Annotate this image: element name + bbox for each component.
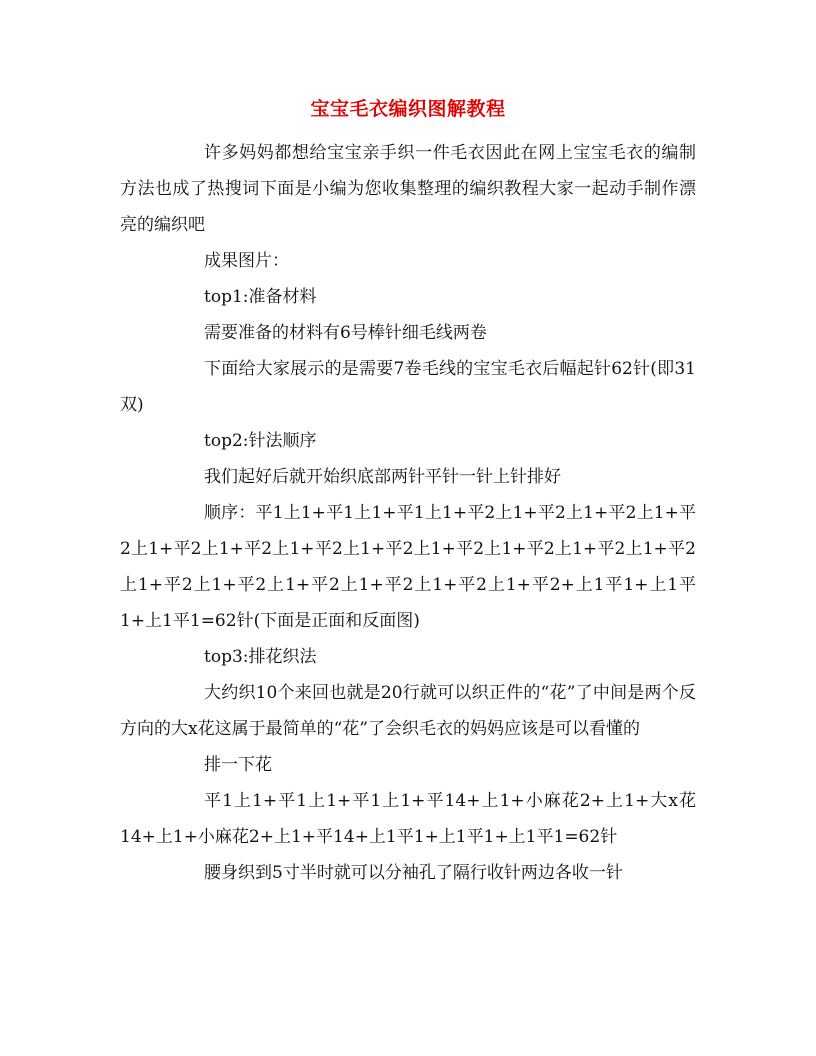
document-page <box>120 93 696 891</box>
paragraph-armhole: 腰身织到5寸半时就可以分袖孔了隔行收针两边各收一针 <box>204 863 623 883</box>
paragraph-intro: 许多妈妈都想给宝宝亲手织一件毛衣因此在网上宝宝毛衣的编制方法也成了热搜词下面是小编为您收集整理的编织教程大家一起动手制作漂亮的编织吧 <box>120 143 696 235</box>
document-body <box>120 135 696 891</box>
paragraph-arrange-pattern: 排一下花 <box>204 755 272 775</box>
heading-top2: top2:针法顺序 <box>204 431 317 451</box>
document-title: 宝宝毛衣编织图解教程 <box>310 98 506 120</box>
paragraph-cast-on: 下面给大家展示的是需要7卷毛线的宝宝毛衣后幅起针62针(即31双) <box>120 359 696 415</box>
paragraph-pattern-order: 平1上1+平1上1+平1上1+平14+上1+小麻花2+上1+大x花14+上1+小麻花2+上1+平14+上1平1+上1平1+上1平1=62针 <box>120 791 696 847</box>
heading-top1: top1:准备材料 <box>204 287 317 307</box>
paragraph-result-images: 成果图片： <box>204 251 289 271</box>
paragraph-materials: 需要准备的材料有6号棒针细毛线两卷 <box>204 323 487 343</box>
paragraph-stitch-order: 顺序：平1上1+平1上1+平1上1+平2上1+平2上1+平2上1+平2上1+平2上1+平2上1+平2上1+平2上1+平2上1+平2上1+平2上1+平2上1+平2上1+平2上1+平2上1+平2上1+平2上1+平2+上1平1+上1平1+上1平1=62针(下面是正面和反面图) <box>120 503 696 631</box>
paragraph-pattern-intro: 大约织10个来回也就是20行就可以织正件的“花”了中间是两个反方向的大x花这属于最简单的“花”了会织毛衣的妈妈应该是可以看懂的 <box>120 683 696 739</box>
paragraph-ribbing: 我们起好后就开始织底部两针平针一针上针排好 <box>204 467 561 487</box>
heading-top3: top3:排花织法 <box>204 647 317 667</box>
